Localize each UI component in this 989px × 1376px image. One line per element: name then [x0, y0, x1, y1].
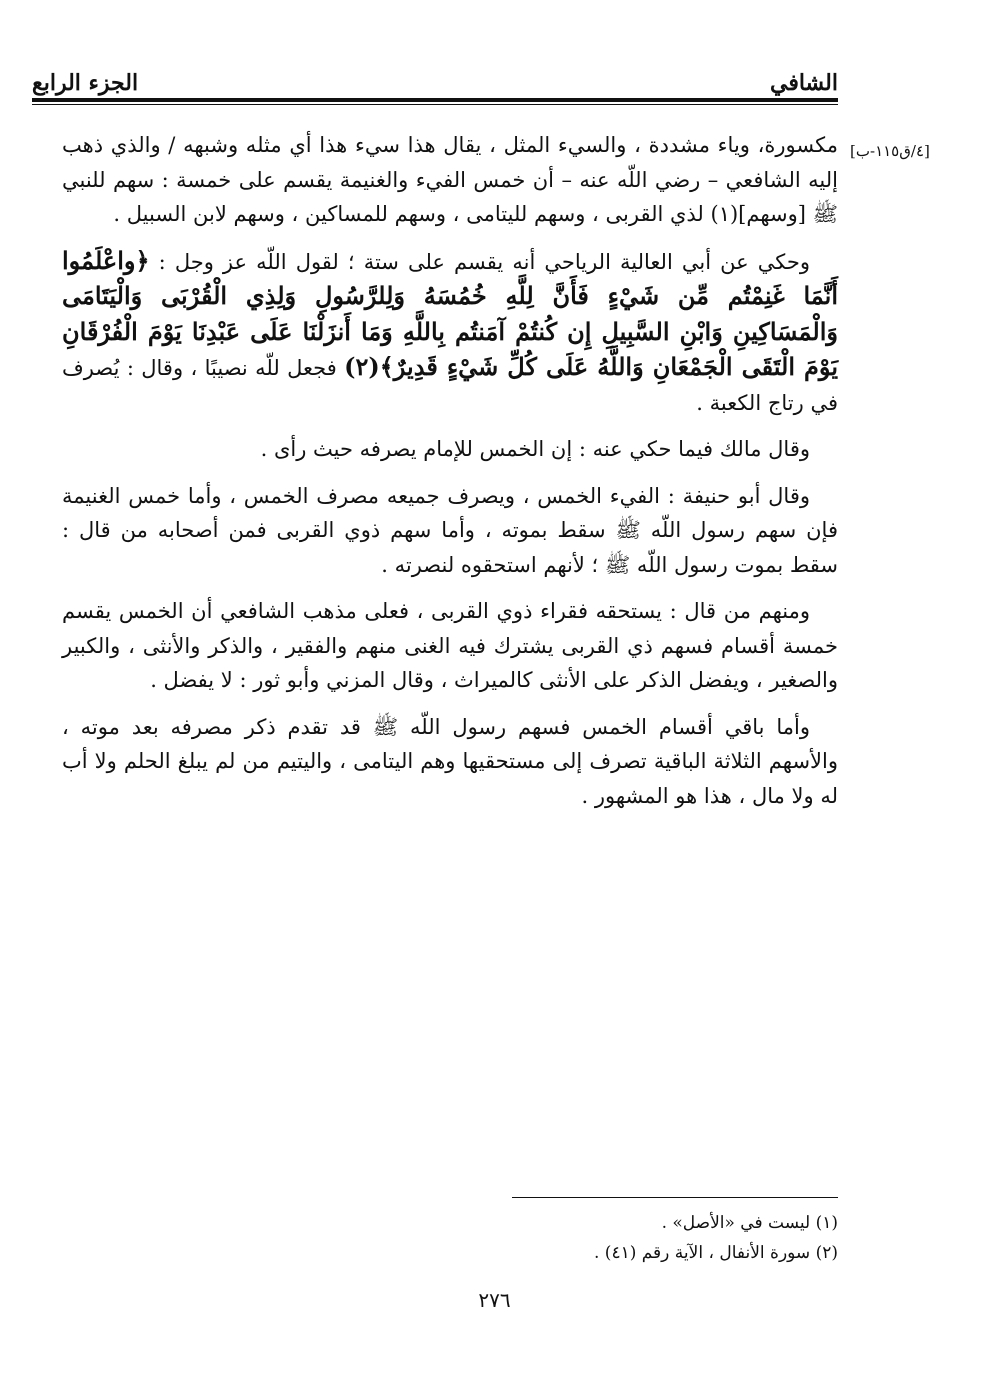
footnote-separator: [512, 1197, 838, 1198]
page-number: ٢٧٦: [478, 1288, 511, 1312]
running-header: [32, 56, 838, 96]
header-book-title: الشافي: [770, 70, 838, 96]
footnote-1: (١) ليست في «الأصل» .: [661, 1213, 838, 1233]
footnote-2: (٢) سورة الأنفال ، الآية رقم (٤١) .: [593, 1243, 838, 1263]
paragraph-2: [62, 244, 838, 421]
paragraph-4: وقال أبو حنيفة : الفيء الخمس ، ويصرف جميعه مصرف الخمس ، وأما خمس الغنيمة فإن سهم رسول اللّه ﷺ سقط بموته ، وأما سهم ذوي القربى فمن أصحابه من قال : سقط بموت رسول اللّه ﷺ ؛ لأنهم استحقوه لنصرته .: [62, 483, 838, 577]
main-text: [62, 128, 838, 825]
header-rule-thin: [32, 104, 838, 105]
paragraph-6: وأما باقي أقسام الخمس فسهم رسول اللّه ﷺ قد تقدم ذكر مصرفه بعد موته ، والأسهم الثلاثة الباقية تصرف إلى مستحقيها وهم اليتامى ، واليتيم من لم يبلغ الحلم ولا أب له ولا مال ، هذا هو المشهور .: [62, 714, 838, 808]
footnotes: [300, 1208, 838, 1268]
manuscript-folio-note: [٤/ق١١٥-ب]: [850, 142, 930, 160]
paragraph-1: مكسورة، وياء مشددة ، والسيء المثل ، يقال هذا سيء هذا أي مثله وشبهه / والذي ذهب إليه الشافعي – رضي اللّه عنه – أن خمس الفيء والغنيمة يقسم على خمسة : سهم للنبي ﷺ [وسهم](١) لذي القربى ، وسهم لليتامى ، وسهم للمساكين ، وسهم لابن السبيل .: [62, 133, 838, 226]
header-rule-thick: [32, 98, 838, 102]
paragraph-2-end: يُصرف في رتاج الكعبة .: [62, 356, 838, 415]
quran-verse: ﴿واعْلَمُوا أَنَّمَا غَنِمْتُم مِّن شَيْءٍ فَأَنَّ لِلَّهِ خُمُسَهُ وَلِلرَّسُولِ وَلِذِي الْقُرْبَى وَالْيَتَامَى وَالْمَسَاكِينِ وَابْنِ السَّبِيلِ إِن كُنتُمْ آمَنتُم بِاللَّهِ وَمَا أَنزَلْنَا عَلَى عَبْدِنَا يَوْمَ الْفُرْقَانِ يَوْمَ الْتَقَى الْجَمْعَانِ وَاللَّهُ عَلَى كُلِّ شَيْءٍ قَدِيرٌ﴾(٢): [62, 245, 838, 381]
paragraph-2-intro: وحكي عن أبي العالية الرياحي أنه يقسم على ستة ؛ لقول اللّه عز وجل :: [158, 249, 810, 274]
paragraph-5: ومنهم من قال : يستحقه فقراء ذوي القربى ، فعلى مذهب الشافعي أن الخمس يقسم خمسة أقسام فسهم ذي القربى يشترك فيه الغنى منهم والفقير ، والذكر والأنثى ، والكبير والصغير ، ويفضل الذكر على الأنثى كالميراث ، وقال المزني وأبو ثور : لا يفضل .: [62, 599, 838, 692]
paragraph-2-continuation: فجعل للّه نصيبًا ، وقال :: [126, 356, 345, 380]
paragraph-3: وقال مالك فيما حكي عنه : إن الخمس للإمام يصرفه حيث رأى .: [260, 437, 810, 461]
header-volume-title: الجزء الرابع: [32, 70, 139, 96]
